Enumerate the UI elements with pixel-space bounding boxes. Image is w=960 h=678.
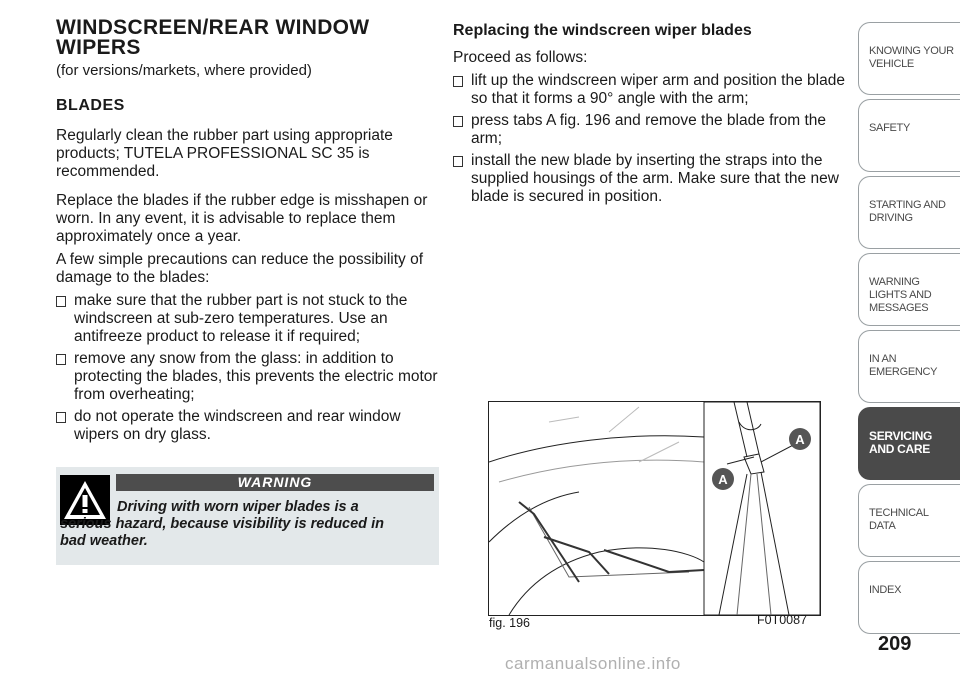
precautions-list xyxy=(56,292,441,448)
checkbox-bullet-icon xyxy=(453,116,463,127)
section-title: WINDSCREEN/REAR WINDOW WIPERS xyxy=(56,16,370,59)
figure-caption: fig. 196 xyxy=(489,616,531,630)
page-number: 209 xyxy=(878,633,912,655)
paragraph-proceed: Proceed as follows: xyxy=(453,49,588,66)
wiper-illustration xyxy=(489,402,820,615)
warning-text: Driving with worn wiper blades is a serious hazard, because visibility is reduced in bad weather. xyxy=(60,499,384,549)
tab-safety[interactable]: SAFETY xyxy=(858,99,960,172)
replacing-heading: Replacing the windscreen wiper blades xyxy=(453,22,752,39)
callout-a-left: A xyxy=(718,472,728,487)
section-subtitle: (for versions/markets, where provided) xyxy=(56,62,312,79)
tab-servicing-and-care[interactable]: SERVICING AND CARE xyxy=(858,407,960,480)
steps-list xyxy=(453,72,845,210)
list-item: install the new blade by inserting the straps into the supplied housings of the arm. Make sure that the new blade is secured in position. xyxy=(453,152,845,206)
warning-label: WARNING xyxy=(116,474,434,491)
tab-starting-and-driving[interactable]: STARTING AND DRIVING xyxy=(858,176,960,249)
tab-technical-data[interactable]: TECHNICAL DATA xyxy=(858,484,960,557)
tab-warning-lights[interactable]: WARNING LIGHTS AND MESSAGES xyxy=(858,253,960,326)
checkbox-bullet-icon xyxy=(56,354,66,365)
checkbox-bullet-icon xyxy=(56,412,66,423)
paragraph-cleaning: Regularly clean the rubber part using appropriate products; TUTELA PROFESSIONAL SC 35 is recommended. xyxy=(56,127,393,180)
figure-code: F0T0087 xyxy=(757,613,808,627)
checkbox-bullet-icon xyxy=(453,76,463,87)
tab-index[interactable]: INDEX xyxy=(858,561,960,634)
checkbox-bullet-icon xyxy=(453,156,463,167)
callout-a-right: A xyxy=(795,432,805,447)
wiper-figure xyxy=(488,401,821,616)
list-item: press tabs A fig. 196 and remove the blade from the arm; xyxy=(453,112,845,148)
watermark: carmanualsonline.info xyxy=(505,654,681,673)
checkbox-bullet-icon xyxy=(56,296,66,307)
list-item: lift up the windscreen wiper arm and position the blade so that it forms a 90° angle with the arm; xyxy=(453,72,845,108)
list-item: make sure that the rubber part is not stuck to the windscreen at sub-zero temperatures. Use an antifreeze product to release it if required; xyxy=(56,292,441,346)
warning-box xyxy=(56,467,439,565)
tab-in-an-emergency[interactable]: IN AN EMERGENCY xyxy=(858,330,960,403)
paragraph-precautions: A few simple precautions can reduce the possibility of damage to the blades: xyxy=(56,251,424,286)
tab-knowing-your-vehicle[interactable]: KNOWING YOUR VEHICLE xyxy=(858,22,960,95)
list-item: do not operate the windscreen and rear window wipers on dry glass. xyxy=(56,408,441,444)
blades-heading: BLADES xyxy=(56,97,125,114)
list-item: remove any snow from the glass: in addition to protecting the blades, this prevents the electric motor from overheating; xyxy=(56,350,441,404)
paragraph-replace: Replace the blades if the rubber edge is misshapen or worn. In any event, it is advisable to replace them approximately once a year. xyxy=(56,192,428,245)
